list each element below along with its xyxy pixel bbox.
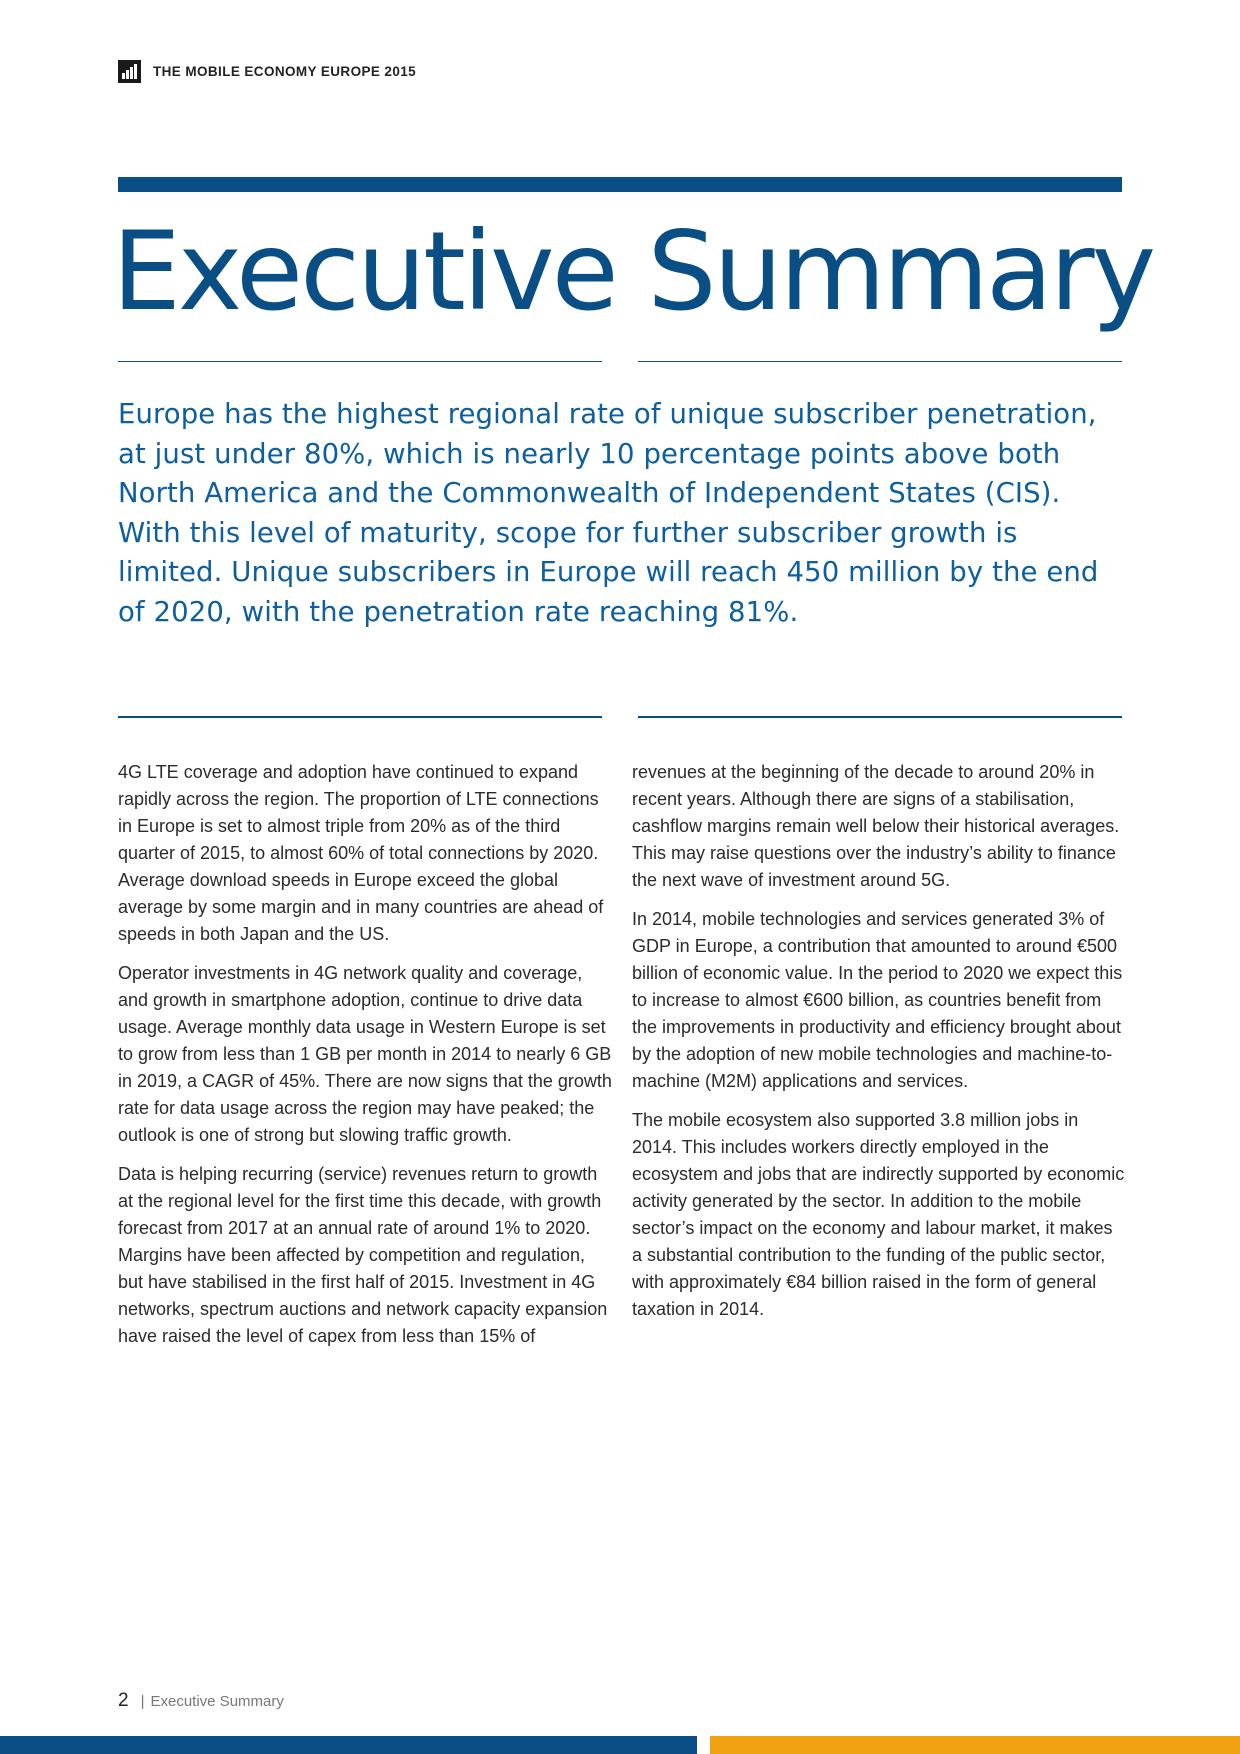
- footer-section-label: Executive Summary: [150, 1693, 284, 1710]
- lead-paragraph: Europe has the highest regional rate of unique subscriber penetration, at just under 80%, which is nearly 10 percentage points above both North America and the Commonwealth of Independent States (CIS). With this level of maturity, scope for further subscriber growth is limited. Unique subscribers in Europe will reach 450 million by the end of 2020, with the penetration rate reaching 81%.: [118, 398, 1099, 628]
- body-paragraph: In 2014, mobile technologies and services generated 3% of GDP in Europe, a contribution that amounted to around €500 billion of economic value. In the period to 2020 we expect this to increase to almost €600 billion, as countries benefit from the improvements in productivity and efficiency brought about by the adoption of new mobile technologies and machine-to-machine (M2M) applications and services.: [632, 909, 1123, 1091]
- body-paragraph: 4G LTE coverage and adoption have continued to expand rapidly across the region. The proportion of LTE connections in Europe is set to almost triple from 20% as of the third quarter of 2015, to almost 60% of total connections by 2020. Average download speeds in Europe exceed the global average by some margin and in many countries are ahead of speeds in both Japan and the US.: [118, 762, 604, 944]
- lead-rule-right: [638, 716, 1122, 718]
- page-number: 2: [118, 1690, 129, 1711]
- header-title: THE MOBILE ECONOMY EUROPE 2015: [153, 63, 417, 79]
- title-rule-left: [118, 361, 602, 362]
- body-paragraph: The mobile ecosystem also supported 3.8 million jobs in 2014. This includes workers directly employed in the ecosystem and jobs that are indirectly supported by economic activity generated by the sector. In addition to the mobile sector’s impact on the economy and labour market, it makes a substantial contribution to the funding of the public sector, with approximately €84 billion raised in the form of general taxation in 2014.: [632, 1110, 1125, 1319]
- page-header: [118, 59, 416, 83]
- gsma-logo-icon: [118, 60, 141, 83]
- footer-bar-blue: [0, 1736, 697, 1754]
- footer-bar-orange: [710, 1736, 1240, 1754]
- body-paragraph: Operator investments in 4G network quality and coverage, and growth in smartphone adoption, continue to drive data usage. Average monthly data usage in Western Europe is set to grow from less than 1 GB per month in 2014 to nearly 6 GB in 2019, a CAGR of 45%. There are now signs that the growth rate for data usage across the region may have peaked; the outlook is one of strong but slowing traffic growth.: [118, 963, 612, 1145]
- body-paragraph: Data is helping recurring (service) revenues return to growth at the regional level for the first time this decade, with growth forecast from 2017 at an annual rate of around 1% to 2020. Margins have been affected by competition and regulation, but have stabilised in the first half of 2015. Investment in 4G networks, spectrum auctions and network capacity expansion have raised the level of capex from less than 15% of: [118, 1164, 608, 1346]
- body-paragraph: revenues at the beginning of the decade to around 20% in recent years. Although there are signs of a stabilisation, cashflow margins remain well below their historical averages. This may raise questions over the industry’s ability to finance the next wave of investment around 5G.: [632, 762, 1120, 890]
- title-top-bar: [118, 177, 1122, 192]
- title-rule-right: [638, 361, 1122, 362]
- body-column-right: [632, 759, 1126, 1335]
- body-column-left: [118, 759, 612, 1362]
- footer-separator: |: [140, 1693, 145, 1710]
- page-footer: [118, 1690, 284, 1712]
- lead-rule-left: [118, 716, 602, 718]
- page-title: Executive Summary: [112, 208, 1154, 335]
